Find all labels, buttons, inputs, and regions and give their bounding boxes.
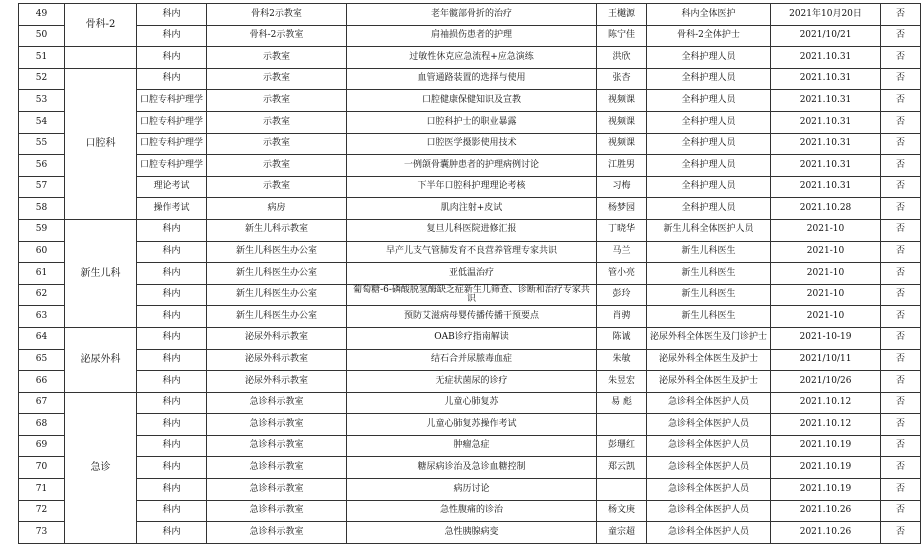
date-cell: 2021.10.31 <box>771 68 881 90</box>
speaker-cell: 江胜男 <box>597 155 647 177</box>
row-number-cell: 62 <box>19 284 65 306</box>
row-number-cell: 56 <box>19 155 65 177</box>
date-cell: 2021-10 <box>771 306 881 328</box>
audience-cell: 全科护理人员 <box>647 155 771 177</box>
speaker-cell: 洪欣 <box>597 47 647 69</box>
department-cell: 泌尿外科 <box>65 327 137 392</box>
row-number-cell: 61 <box>19 263 65 285</box>
date-cell: 2021-10 <box>771 263 881 285</box>
flag-cell: 否 <box>881 68 921 90</box>
row-number-cell: 73 <box>19 522 65 544</box>
table-row <box>19 522 921 544</box>
row-number-cell: 58 <box>19 198 65 220</box>
audience-cell: 泌尿外科全体医生及护士 <box>647 349 771 371</box>
date-cell: 2021-10 <box>771 219 881 241</box>
training-type-cell: 科内 <box>137 457 207 479</box>
topic-cell: 一例颌骨囊肿患者的护理病例讨论 <box>347 155 597 177</box>
location-cell: 示教室 <box>207 111 347 133</box>
audience-cell: 急诊科全体医护人员 <box>647 435 771 457</box>
topic-cell: 病历讨论 <box>347 479 597 501</box>
date-cell: 2021/10/11 <box>771 349 881 371</box>
location-cell: 示教室 <box>207 155 347 177</box>
flag-cell: 否 <box>881 47 921 69</box>
topic-cell: 肿瘤急症 <box>347 435 597 457</box>
flag-cell: 否 <box>881 90 921 112</box>
flag-cell: 否 <box>881 479 921 501</box>
date-cell: 2021.10.12 <box>771 414 881 436</box>
topic-cell: 结石合并尿脓毒血症 <box>347 349 597 371</box>
speaker-cell <box>597 479 647 501</box>
department-cell: 骨科-2 <box>65 4 137 47</box>
topic-cell: 下半年口腔科护理理论考核 <box>347 176 597 198</box>
department-cell: 新生儿科 <box>65 219 137 327</box>
topic-cell: OAB诊疗指南解读 <box>347 327 597 349</box>
flag-cell: 否 <box>881 133 921 155</box>
date-cell: 2021.10.26 <box>771 522 881 544</box>
audience-cell: 急诊科全体医护人员 <box>647 479 771 501</box>
row-number-cell: 57 <box>19 176 65 198</box>
audience-cell: 急诊科全体医护人员 <box>647 457 771 479</box>
location-cell: 急诊科示教室 <box>207 414 347 436</box>
topic-cell: 口腔健康保健知识及宣教 <box>347 90 597 112</box>
row-number-cell: 67 <box>19 392 65 414</box>
table-row <box>19 176 921 198</box>
audience-cell: 急诊科全体医护人员 <box>647 500 771 522</box>
training-type-cell: 科内 <box>137 284 207 306</box>
table-row <box>19 133 921 155</box>
location-cell: 示教室 <box>207 176 347 198</box>
date-cell: 2021-10-19 <box>771 327 881 349</box>
table-row <box>19 435 921 457</box>
location-cell: 骨科2示教室 <box>207 4 347 26</box>
flag-cell: 否 <box>881 371 921 393</box>
row-number-cell: 53 <box>19 90 65 112</box>
flag-cell: 否 <box>881 457 921 479</box>
audience-cell: 全科护理人员 <box>647 176 771 198</box>
date-cell: 2021.10.31 <box>771 47 881 69</box>
training-type-cell: 科内 <box>137 4 207 26</box>
table-row <box>19 111 921 133</box>
topic-cell: 老年髋部骨折的治疗 <box>347 4 597 26</box>
speaker-cell: 视频课 <box>597 111 647 133</box>
row-number-cell: 52 <box>19 68 65 90</box>
topic-cell: 肩袖损伤患者的护理 <box>347 25 597 47</box>
table-row <box>19 306 921 328</box>
row-number-cell: 66 <box>19 371 65 393</box>
audience-cell: 急诊科全体医护人员 <box>647 414 771 436</box>
date-cell: 2021.10.31 <box>771 176 881 198</box>
table-row <box>19 392 921 414</box>
flag-cell: 否 <box>881 176 921 198</box>
training-type-cell: 科内 <box>137 241 207 263</box>
training-type-cell: 科内 <box>137 219 207 241</box>
location-cell: 泌尿外科示教室 <box>207 371 347 393</box>
audience-cell: 全科护理人员 <box>647 198 771 220</box>
location-cell: 泌尿外科示教室 <box>207 349 347 371</box>
table-row <box>19 479 921 501</box>
speaker-cell: 郑云凯 <box>597 457 647 479</box>
table-row <box>19 263 921 285</box>
speaker-cell: 张杏 <box>597 68 647 90</box>
speaker-cell: 习梅 <box>597 176 647 198</box>
flag-cell: 否 <box>881 4 921 26</box>
topic-cell: 糖尿病诊治及急诊血糖控制 <box>347 457 597 479</box>
location-cell: 示教室 <box>207 90 347 112</box>
table-row <box>19 327 921 349</box>
location-cell: 急诊科示教室 <box>207 479 347 501</box>
topic-cell: 过敏性休克应急流程+应急演练 <box>347 47 597 69</box>
topic-cell: 肌肉注射+皮试 <box>347 198 597 220</box>
flag-cell: 否 <box>881 284 921 306</box>
speaker-cell: 易 彪 <box>597 392 647 414</box>
row-number-cell: 68 <box>19 414 65 436</box>
date-cell: 2021.10.31 <box>771 133 881 155</box>
training-type-cell: 口腔专科护理学 <box>137 155 207 177</box>
training-type-cell: 理论考试 <box>137 176 207 198</box>
row-number-cell: 54 <box>19 111 65 133</box>
table-row <box>19 414 921 436</box>
date-cell: 2021/10/21 <box>771 25 881 47</box>
speaker-cell: 视频课 <box>597 90 647 112</box>
date-cell: 2021.10.26 <box>771 500 881 522</box>
audience-cell: 全科护理人员 <box>647 111 771 133</box>
speaker-cell <box>597 414 647 436</box>
date-cell: 2021-10 <box>771 284 881 306</box>
training-type-cell: 操作考试 <box>137 198 207 220</box>
table-row <box>19 25 921 47</box>
row-number-cell: 65 <box>19 349 65 371</box>
audience-cell: 全科护理人员 <box>647 133 771 155</box>
flag-cell: 否 <box>881 241 921 263</box>
department-cell <box>65 47 137 69</box>
speaker-cell: 杨梦园 <box>597 198 647 220</box>
location-cell: 新生儿科医生办公室 <box>207 263 347 285</box>
topic-cell: 儿童心肺复苏操作考试 <box>347 414 597 436</box>
date-cell: 2021.10.12 <box>771 392 881 414</box>
table-row <box>19 349 921 371</box>
date-cell: 2021.10.31 <box>771 111 881 133</box>
training-type-cell: 科内 <box>137 306 207 328</box>
speaker-cell: 王樾源 <box>597 4 647 26</box>
topic-cell: 预防艾滋病母婴传播传播干预要点 <box>347 306 597 328</box>
flag-cell: 否 <box>881 25 921 47</box>
training-type-cell: 科内 <box>137 68 207 90</box>
topic-cell: 葡萄糖-6-磷酸脱氢酶缺乏症新生儿筛查、诊断和治疗专家共识 <box>347 284 597 306</box>
date-cell: 2021.10.31 <box>771 155 881 177</box>
training-type-cell: 科内 <box>137 349 207 371</box>
date-cell: 2021.10.19 <box>771 479 881 501</box>
speaker-cell: 马兰 <box>597 241 647 263</box>
flag-cell: 否 <box>881 500 921 522</box>
training-type-cell: 科内 <box>137 392 207 414</box>
speaker-cell: 朱昱宏 <box>597 371 647 393</box>
row-number-cell: 59 <box>19 219 65 241</box>
location-cell: 新生儿科医生办公室 <box>207 284 347 306</box>
audience-cell: 泌尿外科全体医生及门诊护士 <box>647 327 771 349</box>
flag-cell: 否 <box>881 327 921 349</box>
training-type-cell: 口腔专科护理学 <box>137 90 207 112</box>
training-type-cell: 科内 <box>137 263 207 285</box>
training-type-cell: 科内 <box>137 25 207 47</box>
row-number-cell: 50 <box>19 25 65 47</box>
training-type-cell: 科内 <box>137 435 207 457</box>
date-cell: 2021-10 <box>771 241 881 263</box>
location-cell: 急诊科示教室 <box>207 457 347 479</box>
location-cell: 示教室 <box>207 47 347 69</box>
department-cell: 急诊 <box>65 392 137 543</box>
flag-cell: 否 <box>881 392 921 414</box>
audience-cell: 急诊科全体医护人员 <box>647 392 771 414</box>
department-cell: 口腔科 <box>65 68 137 219</box>
date-cell: 2021.10.19 <box>771 435 881 457</box>
audience-cell: 新生儿科医生 <box>647 241 771 263</box>
speaker-cell: 朱敏 <box>597 349 647 371</box>
flag-cell: 否 <box>881 155 921 177</box>
topic-cell: 血管通路装置的选择与使用 <box>347 68 597 90</box>
table-row <box>19 90 921 112</box>
audience-cell: 骨科-2全体护士 <box>647 25 771 47</box>
audience-cell: 全科护理人员 <box>647 90 771 112</box>
speaker-cell: 丁晓华 <box>597 219 647 241</box>
row-number-cell: 49 <box>19 4 65 26</box>
audience-cell: 泌尿外科全体医生及护士 <box>647 371 771 393</box>
table-row <box>19 155 921 177</box>
location-cell: 病房 <box>207 198 347 220</box>
location-cell: 泌尿外科示教室 <box>207 327 347 349</box>
audience-cell: 新生儿科医生 <box>647 263 771 285</box>
flag-cell: 否 <box>881 263 921 285</box>
table-row <box>19 198 921 220</box>
training-type-cell: 科内 <box>137 414 207 436</box>
location-cell: 骨科-2示教室 <box>207 25 347 47</box>
flag-cell: 否 <box>881 111 921 133</box>
date-cell: 2021.10.28 <box>771 198 881 220</box>
table-row <box>19 241 921 263</box>
date-cell: 2021.10.19 <box>771 457 881 479</box>
table-row <box>19 68 921 90</box>
table-row <box>19 371 921 393</box>
row-number-cell: 64 <box>19 327 65 349</box>
table-row <box>19 4 921 26</box>
table-body <box>19 4 921 544</box>
location-cell: 急诊科示教室 <box>207 522 347 544</box>
audience-cell: 新生儿科医生 <box>647 306 771 328</box>
speaker-cell: 管小亮 <box>597 263 647 285</box>
location-cell: 新生儿科示教室 <box>207 219 347 241</box>
audience-cell: 全科护理人员 <box>647 47 771 69</box>
flag-cell: 否 <box>881 306 921 328</box>
audience-cell: 新生儿科医生 <box>647 284 771 306</box>
flag-cell: 否 <box>881 198 921 220</box>
topic-cell: 口腔医学摄影使用技术 <box>347 133 597 155</box>
flag-cell: 否 <box>881 435 921 457</box>
date-cell: 2021年10月20日 <box>771 4 881 26</box>
speaker-cell: 彭玲 <box>597 284 647 306</box>
table-row <box>19 457 921 479</box>
table-row <box>19 47 921 69</box>
flag-cell: 否 <box>881 522 921 544</box>
table-row <box>19 219 921 241</box>
row-number-cell: 69 <box>19 435 65 457</box>
training-type-cell: 口腔专科护理学 <box>137 133 207 155</box>
speaker-cell: 杨文庚 <box>597 500 647 522</box>
row-number-cell: 60 <box>19 241 65 263</box>
speaker-cell: 肖骋 <box>597 306 647 328</box>
topic-cell: 亚低温治疗 <box>347 263 597 285</box>
table-row <box>19 500 921 522</box>
flag-cell: 否 <box>881 349 921 371</box>
row-number-cell: 72 <box>19 500 65 522</box>
location-cell: 急诊科示教室 <box>207 435 347 457</box>
topic-cell: 儿童心肺复苏 <box>347 392 597 414</box>
audience-cell: 全科护理人员 <box>647 68 771 90</box>
location-cell: 急诊科示教室 <box>207 392 347 414</box>
flag-cell: 否 <box>881 414 921 436</box>
training-type-cell: 科内 <box>137 522 207 544</box>
date-cell: 2021.10.31 <box>771 90 881 112</box>
flag-cell: 否 <box>881 219 921 241</box>
training-type-cell: 科内 <box>137 371 207 393</box>
training-type-cell: 科内 <box>137 47 207 69</box>
speaker-cell: 彭珊红 <box>597 435 647 457</box>
audience-cell: 急诊科全体医护人员 <box>647 522 771 544</box>
training-type-cell: 科内 <box>137 327 207 349</box>
speaker-cell: 童宗超 <box>597 522 647 544</box>
row-number-cell: 55 <box>19 133 65 155</box>
table-row <box>19 284 921 306</box>
speaker-cell: 陈宁佳 <box>597 25 647 47</box>
speaker-cell: 视频课 <box>597 133 647 155</box>
training-type-cell: 科内 <box>137 500 207 522</box>
row-number-cell: 70 <box>19 457 65 479</box>
topic-cell: 早产儿支气管肺发育不良营养管理专家共识 <box>347 241 597 263</box>
topic-cell: 急性腹痛的诊治 <box>347 500 597 522</box>
training-type-cell: 科内 <box>137 479 207 501</box>
training-type-cell: 口腔专科护理学 <box>137 111 207 133</box>
row-number-cell: 71 <box>19 479 65 501</box>
row-number-cell: 63 <box>19 306 65 328</box>
location-cell: 急诊科示教室 <box>207 500 347 522</box>
location-cell: 新生儿科医生办公室 <box>207 241 347 263</box>
topic-cell: 急性胰腺病变 <box>347 522 597 544</box>
row-number-cell: 51 <box>19 47 65 69</box>
location-cell: 示教室 <box>207 133 347 155</box>
topic-cell: 口腔科护士的职业暴露 <box>347 111 597 133</box>
speaker-cell: 陈诚 <box>597 327 647 349</box>
topic-cell: 复旦儿科医院进修汇报 <box>347 219 597 241</box>
training-table <box>18 3 921 544</box>
topic-cell: 无症状菌尿的诊疗 <box>347 371 597 393</box>
location-cell: 示教室 <box>207 68 347 90</box>
audience-cell: 新生儿科全体医护人员 <box>647 219 771 241</box>
date-cell: 2021/10/26 <box>771 371 881 393</box>
location-cell: 新生儿科医生办公室 <box>207 306 347 328</box>
audience-cell: 科内全体医护 <box>647 4 771 26</box>
